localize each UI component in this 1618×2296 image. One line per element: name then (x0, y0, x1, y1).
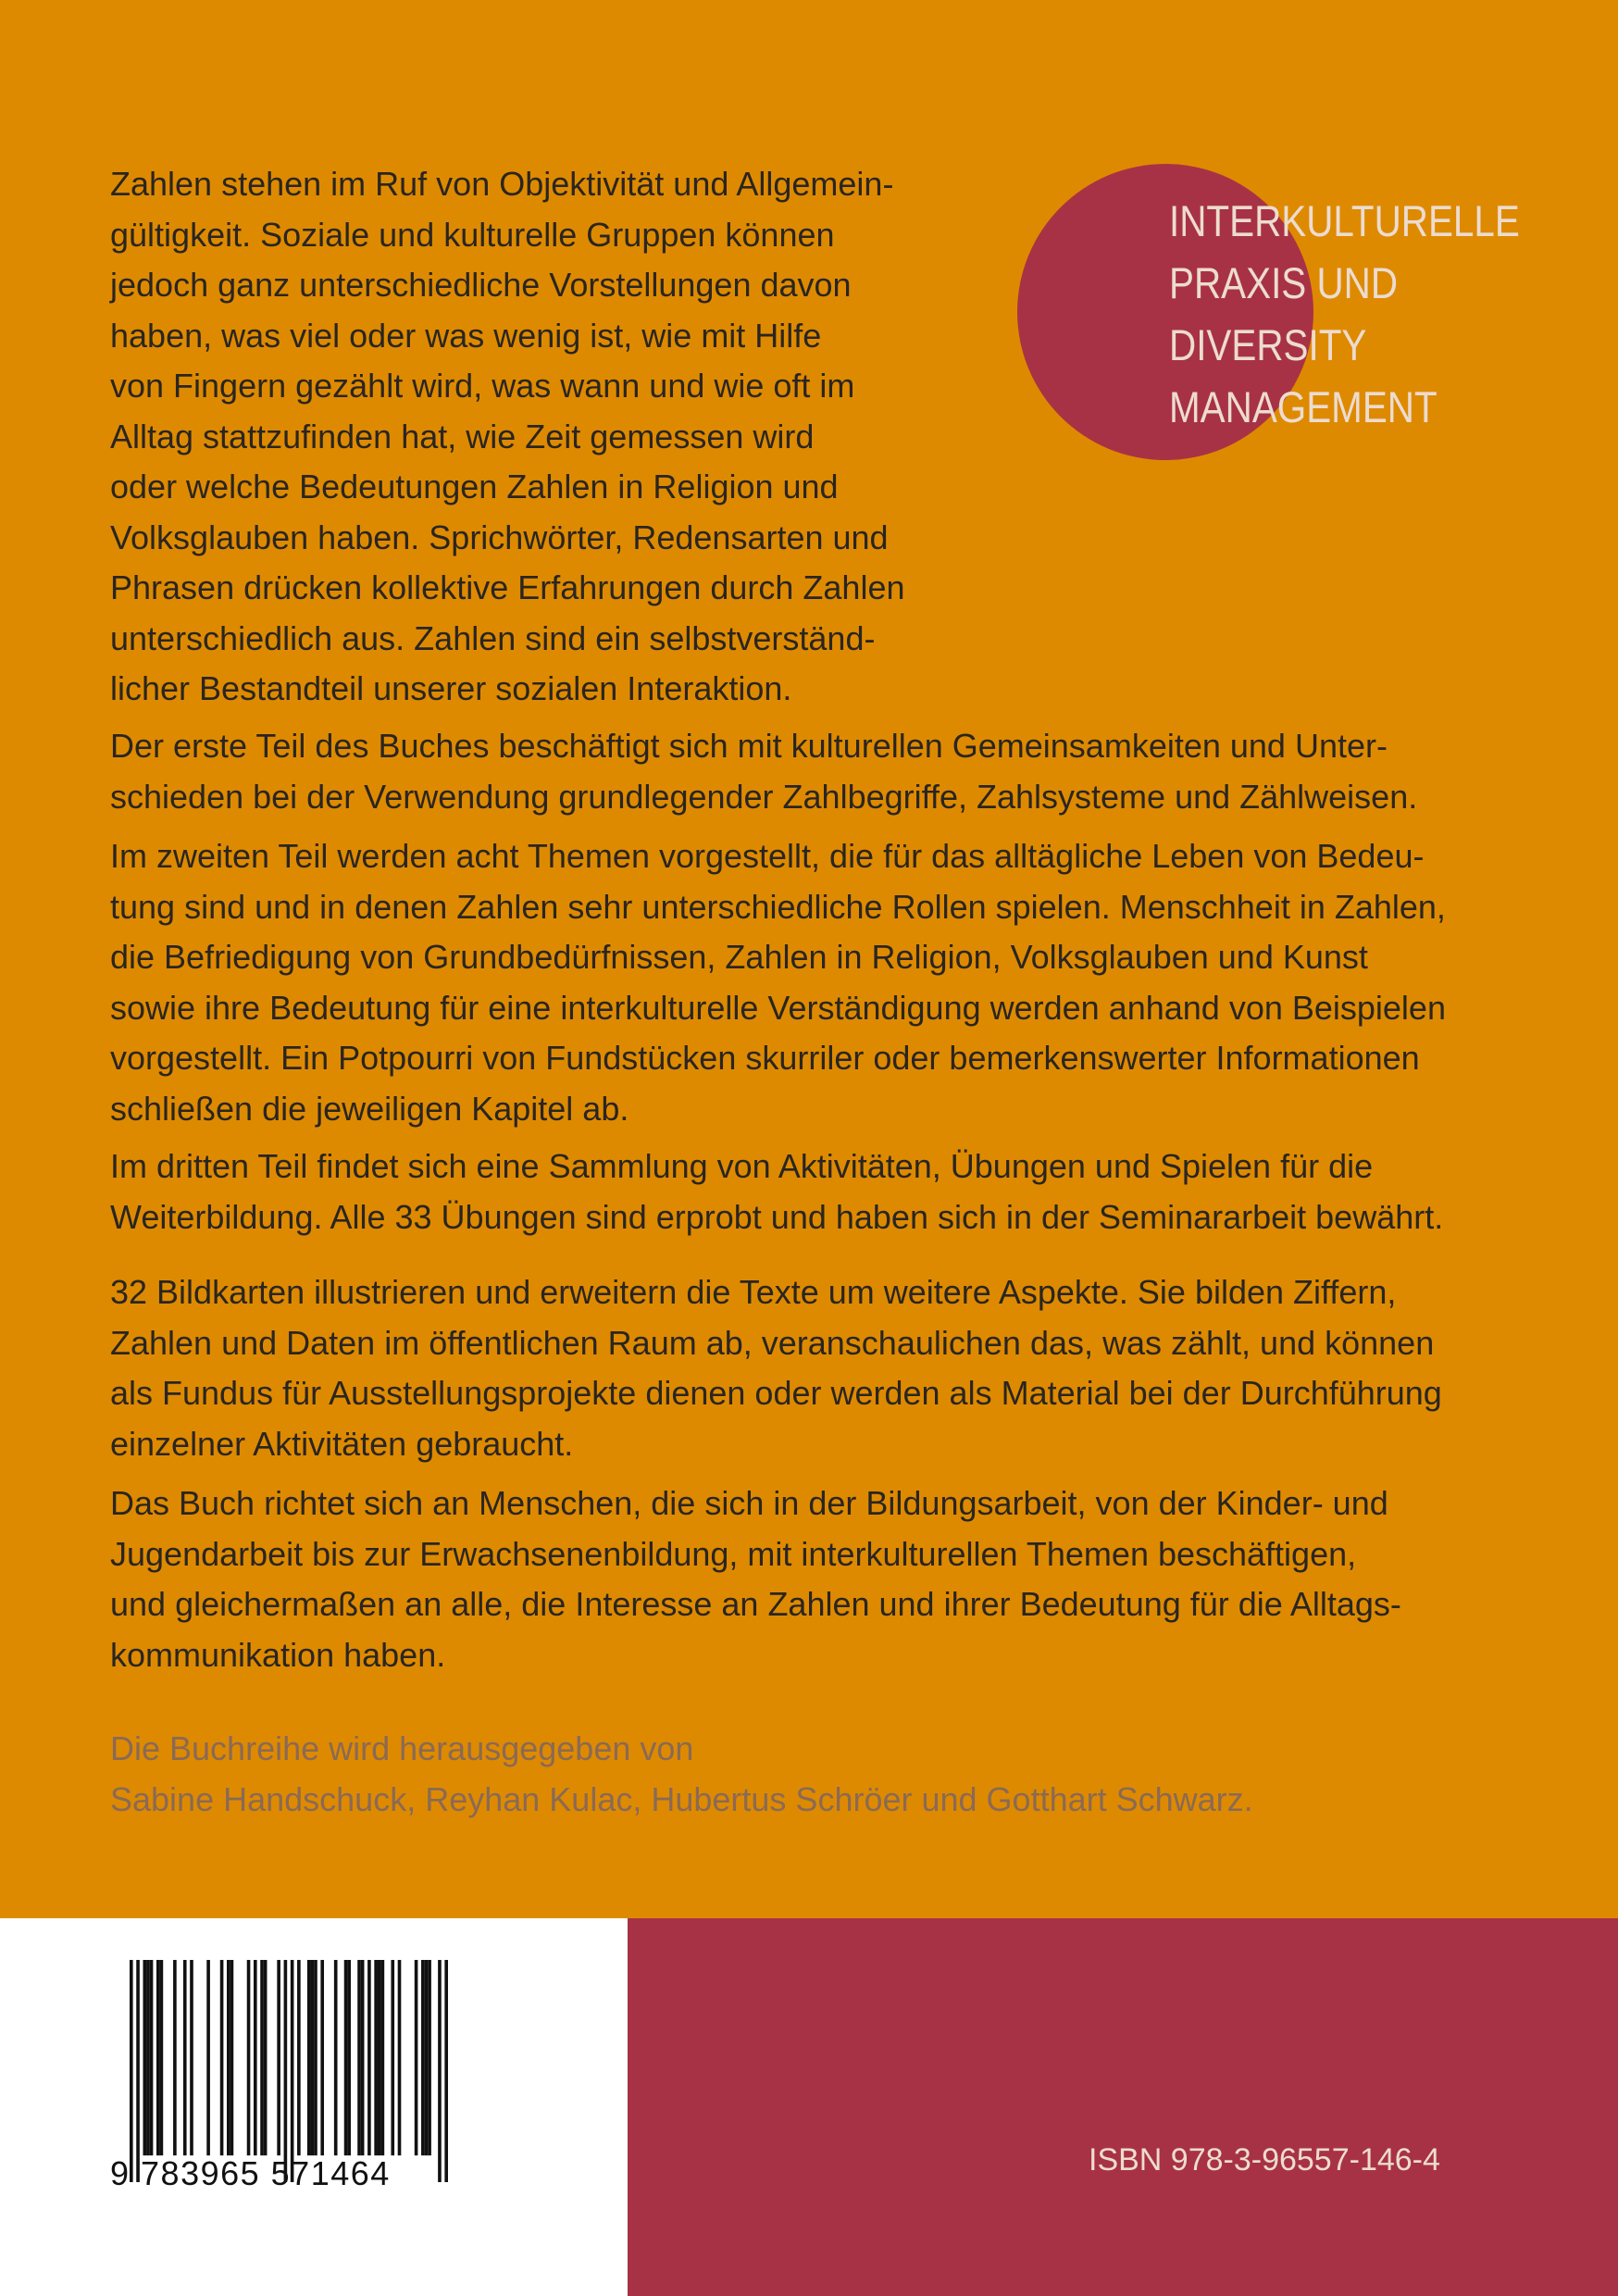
audience-paragraph (110, 1479, 1554, 1680)
barcode-bar (150, 1960, 154, 2155)
barcode-bar (291, 1960, 294, 2182)
text-line: Im dritten Teil findet sich eine Sammlung von Aktivitäten, Übungen und Spielen für die (110, 1147, 1374, 1185)
barcode-bar (143, 1960, 146, 2155)
text-line: tung sind und in denen Zahlen sehr unterschiedliche Rollen spielen. Menschheit in Zahlen, (110, 887, 1446, 926)
barcode-bar (421, 1960, 425, 2155)
barcode-bar (367, 1960, 371, 2155)
text-line: Der erste Teil des Buches beschäftigt sich mit kulturellen Gemeinsamkeiten und Unter- (110, 727, 1388, 765)
barcode-bar (277, 1960, 280, 2155)
part-one-paragraph (110, 721, 1554, 822)
text-line: schließen die jeweiligen Kapitel ab. (110, 1089, 629, 1128)
barcode-bar (227, 1960, 230, 2155)
text-line: haben, was viel oder was wenig ist, wie mit Hilfe (110, 316, 822, 355)
barcode-bar (314, 1960, 317, 2155)
barcode-bar (284, 1960, 288, 2182)
text-line: von Fingern gezählt wird, was wann und wie oft im (110, 367, 855, 405)
text-line: Sabine Handschuck, Reyhan Kulac, Hubertus Schröer und Gotthart Schwarz. (110, 1779, 1253, 1818)
barcode-bar (146, 1960, 150, 2155)
text-line: Alltag stattzufinden hat, wie Zeit gemessen wird (110, 417, 815, 455)
series-title-line: PRAXIS UND (1169, 258, 1399, 307)
text-line: Volksglauben haben. Sprichwörter, Redensarten und (110, 518, 889, 556)
text-line: Das Buch richtet sich an Menschen, die sich in der Bildungsarbeit, von der Kinder- und (110, 1484, 1388, 1522)
text-line: kommunikation haben. (110, 1635, 446, 1674)
barcode-bar (206, 1960, 210, 2155)
barcode-bar (183, 1960, 187, 2155)
text-line: Zahlen und Daten im öffentlichen Raum ab, veranschaulichen das, was zählt, und können (110, 1323, 1435, 1362)
text-line: 32 Bildkarten illustrieren und erweitern die Texte um weitere Aspekte. Sie bilden Ziffern, (110, 1273, 1397, 1311)
barcode-bar (156, 1960, 160, 2155)
barcode-bar (381, 1960, 385, 2155)
barcode-bar (344, 1960, 348, 2155)
text-line: Weiterbildung. Alle 33 Übungen sind erprobt und haben sich in der Seminararbeit bewährt. (110, 1197, 1444, 1236)
text-line: als Fundus für Ausstellungsprojekte dienen oder werden als Material bei der Durchführung (110, 1374, 1442, 1412)
barcode-bar (391, 1960, 394, 2155)
series-title-line: INTERKULTURELLE (1169, 196, 1520, 245)
barcode-bar (438, 1960, 442, 2182)
barcode-bar (311, 1960, 315, 2155)
barcode-bar (361, 1960, 365, 2155)
barcode-bar (378, 1960, 381, 2155)
editors-note (110, 1724, 1554, 1825)
barcode-bar (260, 1960, 264, 2155)
text-line: einzelner Aktivitäten gebraucht. (110, 1424, 574, 1463)
barcode-bar (247, 1960, 251, 2155)
text-line: schieden bei der Verwendung grundlegender Zahlbegriffe, Zahlsysteme und Zählweisen. (110, 777, 1418, 816)
barcode-bar (357, 1960, 361, 2155)
text-line: Die Buchreihe wird herausgegeben von (110, 1729, 694, 1767)
part-two-paragraph (110, 831, 1554, 1134)
series-title-line: DIVERSITY (1169, 320, 1367, 369)
text-line: Jugendarbeit bis zur Erwachsenenbildung, mit interkulturellen Themen beschäftigen, (110, 1534, 1357, 1573)
text-line: Phrasen drücken kollektive Erfahrungen durch Zahlen (110, 568, 905, 606)
barcode-bar (307, 1960, 311, 2155)
barcode-bar (160, 1960, 164, 2155)
barcode-bar (428, 1960, 431, 2155)
text-line: oder welche Bedeutungen Zahlen in Religion und (110, 468, 839, 505)
text-line: vorgestellt. Ein Potpourri von Fundstücken skurriler oder bemerkenswerter Informationen (110, 1039, 1420, 1077)
barcode-digits: 9 783965 571464 (110, 2154, 391, 2192)
isbn-panel (628, 1918, 1618, 2296)
part-three-paragraph (110, 1142, 1554, 1242)
barcode-bar (415, 1960, 418, 2155)
ean-barcode (130, 1960, 448, 2182)
barcode-bar (334, 1960, 338, 2155)
barcode-bar (444, 1960, 448, 2182)
barcode-bar (220, 1960, 224, 2155)
barcode-bar (230, 1960, 234, 2155)
isbn-number: ISBN 978-3-96557-146-4 (1089, 2142, 1440, 2177)
text-line: jedoch ganz unterschiedliche Vorstellungen davon (110, 266, 852, 304)
barcode-bar (320, 1960, 324, 2155)
text-line: Im zweiten Teil werden acht Themen vorgestellt, die für das alltägliche Leben von Bedeu- (110, 837, 1425, 875)
barcode-bar (254, 1960, 257, 2155)
text-line: sowie ihre Bedeutung für eine interkulturelle Verständigung werden anhand von Beispielen (110, 988, 1446, 1027)
text-line: Zahlen stehen im Ruf von Objektivität und Allgemein- (110, 165, 894, 203)
barcode-bar (425, 1960, 429, 2155)
barcode-bar (130, 1960, 133, 2182)
barcode-bar (136, 1960, 140, 2182)
text-line: und gleichermaßen an alle, die Interesse an Zahlen und ihrer Bedeutung für die Alltags- (110, 1585, 1401, 1623)
text-line: unterschiedlich aus. Zahlen sind ein selbstverständ- (110, 618, 876, 657)
text-line: die Befriedigung von Grundbedürfnissen, Zahlen in Religion, Volksglauben und Kunst (110, 938, 1368, 976)
series-title-line: MANAGEMENT (1169, 382, 1438, 431)
image-cards-paragraph (110, 1267, 1554, 1469)
barcode-bar (347, 1960, 351, 2155)
barcode-bar (173, 1960, 177, 2155)
barcode-bar (297, 1960, 301, 2155)
barcode-bar (190, 1960, 193, 2155)
barcode-bar (374, 1960, 378, 2155)
barcode-bar (264, 1960, 268, 2155)
text-line: licher Bestandteil unserer sozialen Interaktion. (110, 669, 792, 707)
intro-paragraph (110, 159, 1554, 715)
barcode-bar (398, 1960, 402, 2155)
text-line: gültigkeit. Soziale und kulturelle Gruppen können (110, 215, 835, 254)
